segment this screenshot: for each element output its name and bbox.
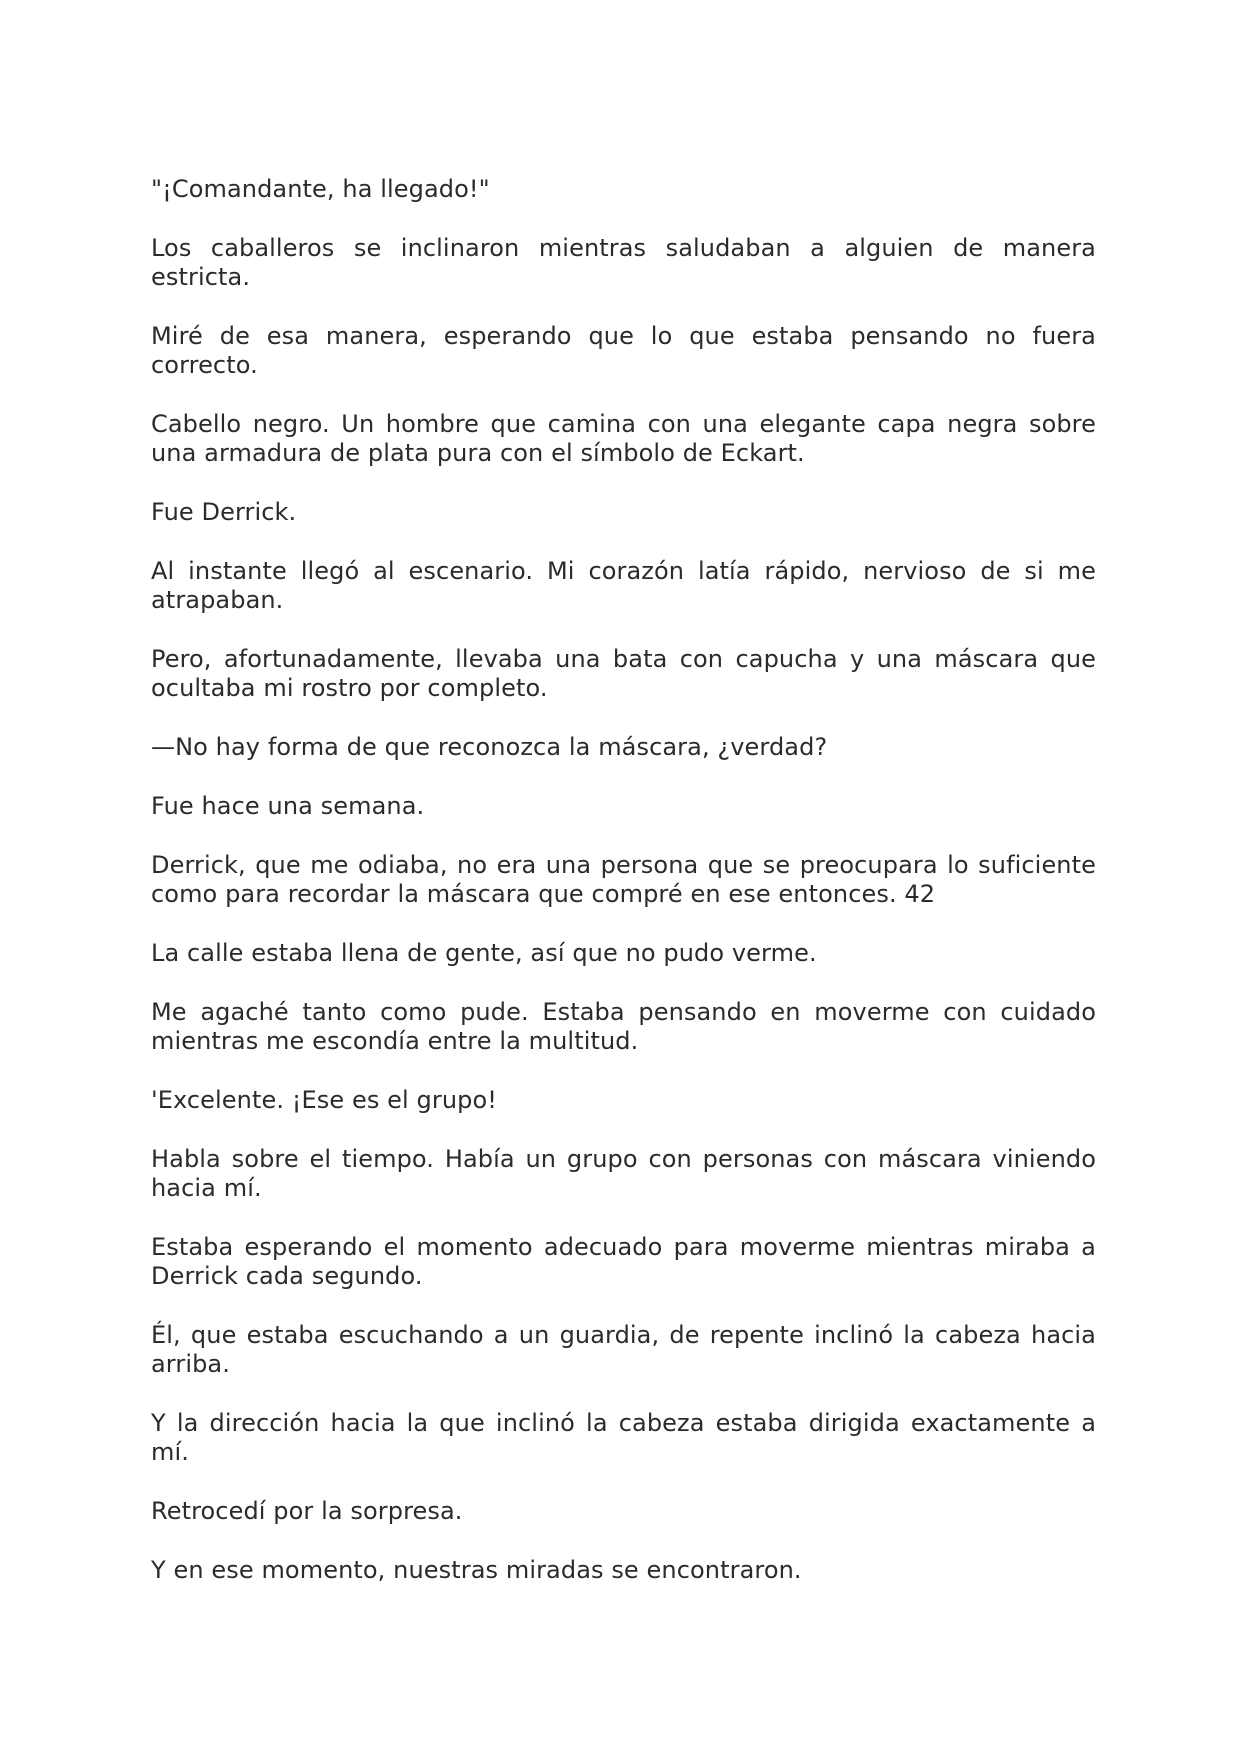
paragraph-14: Habla sobre el tiempo. Había un grupo con personas con máscara viniendo hacia mí. bbox=[151, 1145, 1096, 1202]
paragraph-7: Pero, afortunadamente, llevaba una bata con capucha y una máscara que ocultaba mi rostro por completo. bbox=[151, 645, 1096, 702]
paragraph-16: Él, que estaba escuchando a un guardia, de repente inclinó la cabeza hacia arriba. bbox=[151, 1321, 1096, 1378]
paragraph-19: Y en ese momento, nuestras miradas se encontraron. bbox=[151, 1556, 802, 1584]
paragraph-3: Miré de esa manera, esperando que lo que estaba pensando no fuera correcto. bbox=[151, 322, 1096, 379]
paragraph-11: La calle estaba llena de gente, así que no pudo verme. bbox=[151, 939, 817, 967]
paragraph-1: "¡Comandante, ha llegado!" bbox=[151, 175, 490, 203]
paragraph-13: 'Excelente. ¡Ese es el grupo! bbox=[151, 1086, 497, 1114]
paragraph-2: Los caballeros se inclinaron mientras saludaban a alguien de manera estricta. bbox=[151, 234, 1096, 291]
paragraph-15: Estaba esperando el momento adecuado para moverme mientras miraba a Derrick cada segundo. bbox=[151, 1233, 1096, 1290]
paragraph-9: Fue hace una semana. bbox=[151, 792, 425, 820]
body-text bbox=[151, 175, 1096, 1615]
paragraph-18: Retrocedí por la sorpresa. bbox=[151, 1497, 463, 1525]
paragraph-8: —No hay forma de que reconozca la máscara, ¿verdad? bbox=[151, 733, 828, 761]
paragraph-17: Y la dirección hacia la que inclinó la cabeza estaba dirigida exactamente a mí. bbox=[151, 1409, 1096, 1466]
paragraph-10: Derrick, que me odiaba, no era una persona que se preocupara lo suficiente como para recordar la máscara que compré en ese entonces. 42 bbox=[151, 851, 1096, 908]
paragraph-4: Cabello negro. Un hombre que camina con una elegante capa negra sobre una armadura de plata pura con el símbolo de Eckart. bbox=[151, 410, 1096, 467]
paragraph-12: Me agaché tanto como pude. Estaba pensando en moverme con cuidado mientras me escondía entre la multitud. bbox=[151, 998, 1096, 1055]
paragraph-6: Al instante llegó al escenario. Mi corazón latía rápido, nervioso de si me atrapaban. bbox=[151, 557, 1096, 614]
paragraph-5: Fue Derrick. bbox=[151, 498, 297, 526]
